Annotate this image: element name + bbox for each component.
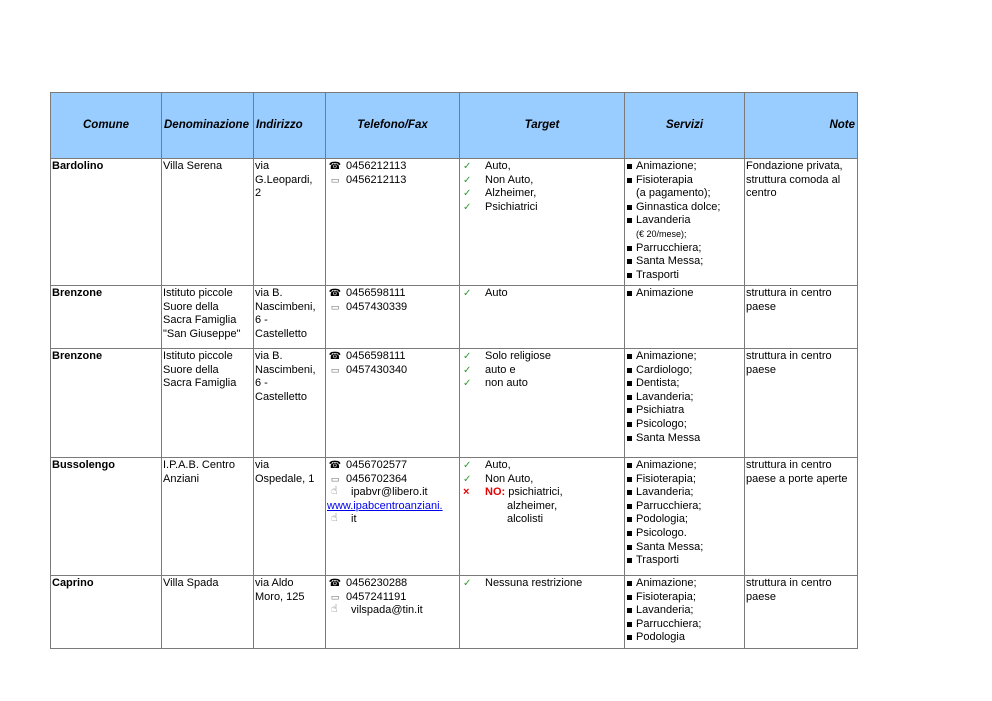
phone-icon: ☎ <box>328 578 342 589</box>
square-bullet-icon <box>627 635 632 640</box>
target-excluded <box>461 486 623 500</box>
target-label: Auto, <box>485 160 511 172</box>
check-icon: ✓ <box>463 161 472 172</box>
email-address[interactable] <box>327 486 458 500</box>
square-bullet-icon <box>627 490 632 495</box>
denominazione-line: Suore della <box>163 363 219 376</box>
table-row <box>51 576 858 649</box>
note-line: paese a porte aperte <box>746 472 848 485</box>
check-icon: ✓ <box>463 174 472 186</box>
phone-number[interactable] <box>327 287 458 301</box>
service-item <box>626 418 743 432</box>
cell-telefono <box>326 576 460 649</box>
target-item <box>461 377 623 391</box>
service-label: Parrucchiera; <box>636 617 702 630</box>
email-value: ipabvr@libero.it <box>351 486 428 499</box>
square-bullet-icon <box>627 381 632 386</box>
indirizzo-line: via <box>255 459 270 471</box>
square-bullet-icon <box>627 477 632 482</box>
service-item <box>626 473 743 487</box>
phone-number[interactable] <box>327 577 458 591</box>
square-bullet-icon <box>627 581 632 586</box>
service-label: (a pagamento); <box>636 187 711 200</box>
indirizzo-line: 6 - <box>255 314 268 327</box>
target-label: Solo religiose <box>485 350 552 362</box>
phone-icon: ☎ <box>328 161 342 172</box>
square-bullet-icon <box>627 273 632 278</box>
check-icon: ✓ <box>463 188 472 200</box>
target-label: Alzheimer, <box>485 187 537 200</box>
email-address[interactable] <box>327 604 458 618</box>
target-label: Auto, <box>485 459 511 471</box>
phone-number[interactable] <box>327 160 458 174</box>
service-item <box>626 618 743 632</box>
note-line: struttura in centro <box>746 577 832 589</box>
service-item <box>626 631 743 645</box>
indirizzo-line: Castelletto <box>255 327 307 340</box>
service-item <box>626 577 743 591</box>
target-item <box>461 473 623 487</box>
cell-indirizzo <box>254 576 326 649</box>
excluded-item: alcolisti <box>507 513 544 526</box>
square-bullet-icon <box>627 517 632 522</box>
service-item <box>626 201 743 215</box>
cell-telefono <box>326 286 460 349</box>
website-link-continued <box>327 513 458 527</box>
square-bullet-icon <box>627 291 632 296</box>
fax-icon: ▭ <box>330 301 340 312</box>
service-item <box>626 391 743 405</box>
denominazione-line: Istituto piccole <box>163 350 233 362</box>
check-icon: ✓ <box>463 351 472 362</box>
target-item <box>461 577 623 591</box>
target-item <box>461 459 623 473</box>
service-label: Ginnastica dolce; <box>636 200 721 213</box>
service-label: (€ 20/mese); <box>636 228 687 239</box>
service-label: Fisioterapia; <box>636 472 696 485</box>
fax-value: 0456212113 <box>346 173 407 186</box>
target-item <box>461 201 623 215</box>
fax-icon: ▭ <box>330 473 340 484</box>
denominazione-line: Sacra Famiglia <box>163 377 237 390</box>
phone-number[interactable] <box>327 350 458 364</box>
indirizzo-line: Ospedale, 1 <box>255 472 315 485</box>
check-icon: ✓ <box>463 460 472 471</box>
cell-target <box>460 159 625 286</box>
denominazione-line: Sacra Famiglia <box>163 314 237 327</box>
cell-comune: Brenzone <box>51 286 162 349</box>
square-bullet-icon <box>627 545 632 550</box>
check-icon: ✓ <box>463 378 472 390</box>
square-bullet-icon <box>627 463 632 468</box>
target-item <box>461 287 623 301</box>
excluded-item: psichiatrici, <box>505 486 563 499</box>
fax-value: 0456702364 <box>346 472 408 485</box>
square-bullet-icon <box>627 218 632 223</box>
fax-number <box>327 473 458 487</box>
denominazione-line: "San Giuseppe" <box>163 327 241 340</box>
service-item <box>626 214 743 228</box>
indirizzo-line: via B. <box>255 350 283 362</box>
fax-number <box>327 174 458 188</box>
phone-value: 0456702577 <box>346 459 408 471</box>
service-item <box>626 287 743 301</box>
indirizzo-line: Nascimbeni, <box>255 363 316 376</box>
note-line: paese <box>746 363 776 376</box>
phone-value: 0456212113 <box>346 160 407 172</box>
service-label: Lavanderia; <box>636 604 694 617</box>
phone-icon: ☎ <box>328 288 342 299</box>
note-line: paese <box>746 300 776 313</box>
cell-servizi <box>625 458 745 576</box>
website-suffix: it <box>351 513 357 526</box>
cell-indirizzo <box>254 159 326 286</box>
denominazione-line: Villa Serena <box>163 160 223 172</box>
service-item <box>626 187 743 201</box>
square-bullet-icon <box>627 246 632 251</box>
service-label: Animazione <box>636 287 694 299</box>
service-item <box>626 604 743 618</box>
cell-comune: Bussolengo <box>51 458 162 576</box>
cell-telefono <box>326 349 460 458</box>
service-label: Santa Messa; <box>636 255 704 268</box>
cell-note <box>745 159 858 286</box>
fax-value: 0457430339 <box>346 300 408 313</box>
square-bullet-icon <box>627 259 632 264</box>
indirizzo-line: Castelletto <box>255 390 307 403</box>
service-label: Podologia; <box>636 513 688 526</box>
target-label: Auto <box>485 287 508 299</box>
square-bullet-icon <box>627 422 632 427</box>
service-label: Psicologo. <box>636 526 687 539</box>
cell-denominazione <box>162 458 254 576</box>
service-label: Podologia <box>636 631 685 644</box>
fax-number <box>327 301 458 315</box>
header-note: Note <box>745 93 858 159</box>
phone-value: 0456598111 <box>346 287 406 299</box>
square-bullet-icon <box>627 558 632 563</box>
indirizzo-line: via Aldo <box>255 577 294 589</box>
note-line: struttura in centro <box>746 287 832 299</box>
note-line: struttura in centro <box>746 459 832 471</box>
target-item <box>461 187 623 201</box>
denominazione-line: Istituto piccole <box>163 287 233 299</box>
service-item <box>626 269 743 283</box>
service-item <box>626 160 743 174</box>
service-label: Cardiologo; <box>636 363 693 376</box>
service-item <box>626 541 743 555</box>
service-item <box>626 513 743 527</box>
table-header-row <box>51 93 858 159</box>
service-item <box>626 350 743 364</box>
cross-icon: × <box>463 486 470 499</box>
fax-number <box>327 591 458 605</box>
indirizzo-line: 2 <box>255 187 262 200</box>
header-denominazione: Denominazione <box>162 93 254 159</box>
fax-value: 0457241191 <box>346 590 407 603</box>
service-label: Santa Messa <box>636 431 701 444</box>
header-indirizzo: Indirizzo <box>254 93 326 159</box>
cell-note <box>745 286 858 349</box>
note-line: struttura comoda al <box>746 173 841 186</box>
service-label: Animazione; <box>636 577 697 589</box>
table-row <box>51 286 858 349</box>
service-item <box>626 459 743 473</box>
service-label: Fisioterapia <box>636 173 693 186</box>
phone-icon: ☎ <box>328 351 342 362</box>
square-bullet-icon <box>627 354 632 359</box>
target-label: Psichiatrici <box>485 200 538 213</box>
service-label: Psicologo; <box>636 417 687 430</box>
square-bullet-icon <box>627 608 632 613</box>
phone-icon: ☎ <box>328 460 342 471</box>
service-item <box>626 591 743 605</box>
cell-comune: Brenzone <box>51 349 162 458</box>
fax-value: 0457430340 <box>346 363 408 376</box>
phone-number[interactable] <box>327 459 458 473</box>
square-bullet-icon <box>627 395 632 400</box>
square-bullet-icon <box>627 164 632 169</box>
square-bullet-icon <box>627 595 632 600</box>
square-bullet-icon <box>627 504 632 509</box>
indirizzo-line: via B. <box>255 287 283 299</box>
service-item <box>626 228 743 242</box>
target-label: Non Auto, <box>485 472 534 485</box>
target-item <box>461 364 623 378</box>
cell-target <box>460 286 625 349</box>
cell-telefono <box>326 159 460 286</box>
fax-icon: ▭ <box>330 591 340 602</box>
check-icon: ✓ <box>463 364 472 376</box>
cell-comune: Caprino <box>51 576 162 649</box>
service-item <box>626 500 743 514</box>
service-label: Santa Messa; <box>636 540 704 553</box>
service-label: Parrucchiera; <box>636 241 702 254</box>
square-bullet-icon <box>627 622 632 627</box>
cell-target <box>460 576 625 649</box>
header-target: Target <box>460 93 625 159</box>
service-item <box>626 242 743 256</box>
fax-number <box>327 364 458 378</box>
cell-telefono <box>326 458 460 576</box>
note-line: Fondazione privata, <box>746 160 843 172</box>
target-label: auto e <box>485 363 516 376</box>
cell-note <box>745 458 858 576</box>
cell-servizi <box>625 159 745 286</box>
cell-target <box>460 458 625 576</box>
denominazione-line: Villa Spada <box>163 577 219 589</box>
target-label: Nessuna restrizione <box>485 577 583 589</box>
indirizzo-line: Nascimbeni, <box>255 300 316 313</box>
header-telefono: Telefono/Fax <box>326 93 460 159</box>
note-line: struttura in centro <box>746 350 832 362</box>
cell-indirizzo <box>254 286 326 349</box>
check-icon: ✓ <box>463 473 472 485</box>
service-label: Animazione; <box>636 160 697 172</box>
square-bullet-icon <box>627 531 632 536</box>
mouse-pointer-icon: ☝ <box>331 603 338 616</box>
service-label: Animazione; <box>636 350 697 362</box>
excluded-item: alzheimer, <box>507 499 558 512</box>
website-link[interactable]: www.ipabcentroanziani. <box>327 499 443 512</box>
cell-servizi <box>625 349 745 458</box>
service-label: Psichiatra <box>636 404 685 417</box>
indirizzo-line: 6 - <box>255 377 268 390</box>
mouse-pointer-icon: ☝ <box>331 485 338 498</box>
service-label: Fisioterapia; <box>636 590 696 603</box>
excluded-label: NO: <box>485 486 506 499</box>
square-bullet-icon <box>627 178 632 183</box>
cell-denominazione <box>162 286 254 349</box>
target-item <box>461 160 623 174</box>
service-item <box>626 174 743 188</box>
square-bullet-icon <box>627 408 632 413</box>
service-label: Lavanderia; <box>636 390 694 403</box>
cell-target <box>460 349 625 458</box>
cell-denominazione <box>162 576 254 649</box>
fax-icon: ▭ <box>330 364 340 375</box>
cell-servizi <box>625 576 745 649</box>
cell-note <box>745 576 858 649</box>
cell-note <box>745 349 858 458</box>
service-item <box>626 364 743 378</box>
target-item <box>461 350 623 364</box>
service-label: Animazione; <box>636 459 697 471</box>
header-comune: Comune <box>51 93 162 159</box>
service-item <box>626 255 743 269</box>
square-bullet-icon <box>627 436 632 441</box>
target-label: Non Auto, <box>485 173 534 186</box>
denominazione-line: I.P.A.B. Centro <box>163 459 235 471</box>
square-bullet-icon <box>627 368 632 373</box>
service-label: Parrucchiera; <box>636 499 702 512</box>
service-label: Lavanderia <box>636 214 691 227</box>
cell-comune: Bardolino <box>51 159 162 286</box>
service-label: Trasporti <box>636 268 679 281</box>
check-icon: ✓ <box>463 288 472 299</box>
service-item <box>626 377 743 391</box>
cell-indirizzo <box>254 458 326 576</box>
phone-value: 0456598111 <box>346 350 406 362</box>
target-item <box>461 174 623 188</box>
cell-denominazione <box>162 159 254 286</box>
note-line: paese <box>746 590 776 603</box>
indirizzo-line: Moro, 125 <box>255 590 305 603</box>
target-label: non auto <box>485 377 528 390</box>
check-icon: ✓ <box>463 201 472 213</box>
mouse-pointer-icon: ☝ <box>331 512 338 525</box>
check-icon: ✓ <box>463 578 472 589</box>
service-label: Trasporti <box>636 554 679 567</box>
fax-icon: ▭ <box>330 174 340 185</box>
service-label: Lavanderia; <box>636 486 694 499</box>
service-item <box>626 554 743 568</box>
table-row <box>51 349 858 458</box>
cell-servizi <box>625 286 745 349</box>
service-item <box>626 432 743 446</box>
service-label: Dentista; <box>636 377 680 390</box>
table-row <box>51 458 858 576</box>
indirizzo-line: G.Leopardi, <box>255 173 313 186</box>
cell-denominazione <box>162 349 254 458</box>
header-servizi: Servizi <box>625 93 745 159</box>
table-row <box>51 159 858 286</box>
phone-value: 0456230288 <box>346 577 408 589</box>
cell-indirizzo <box>254 349 326 458</box>
service-item <box>626 486 743 500</box>
note-line: centro <box>746 187 777 200</box>
email-value: vilspada@tin.it <box>351 604 423 617</box>
service-item <box>626 527 743 541</box>
indirizzo-line: via <box>255 160 270 172</box>
service-item <box>626 404 743 418</box>
structures-table <box>50 92 858 649</box>
denominazione-line: Anziani <box>163 472 200 485</box>
square-bullet-icon <box>627 205 632 210</box>
denominazione-line: Suore della <box>163 300 219 313</box>
